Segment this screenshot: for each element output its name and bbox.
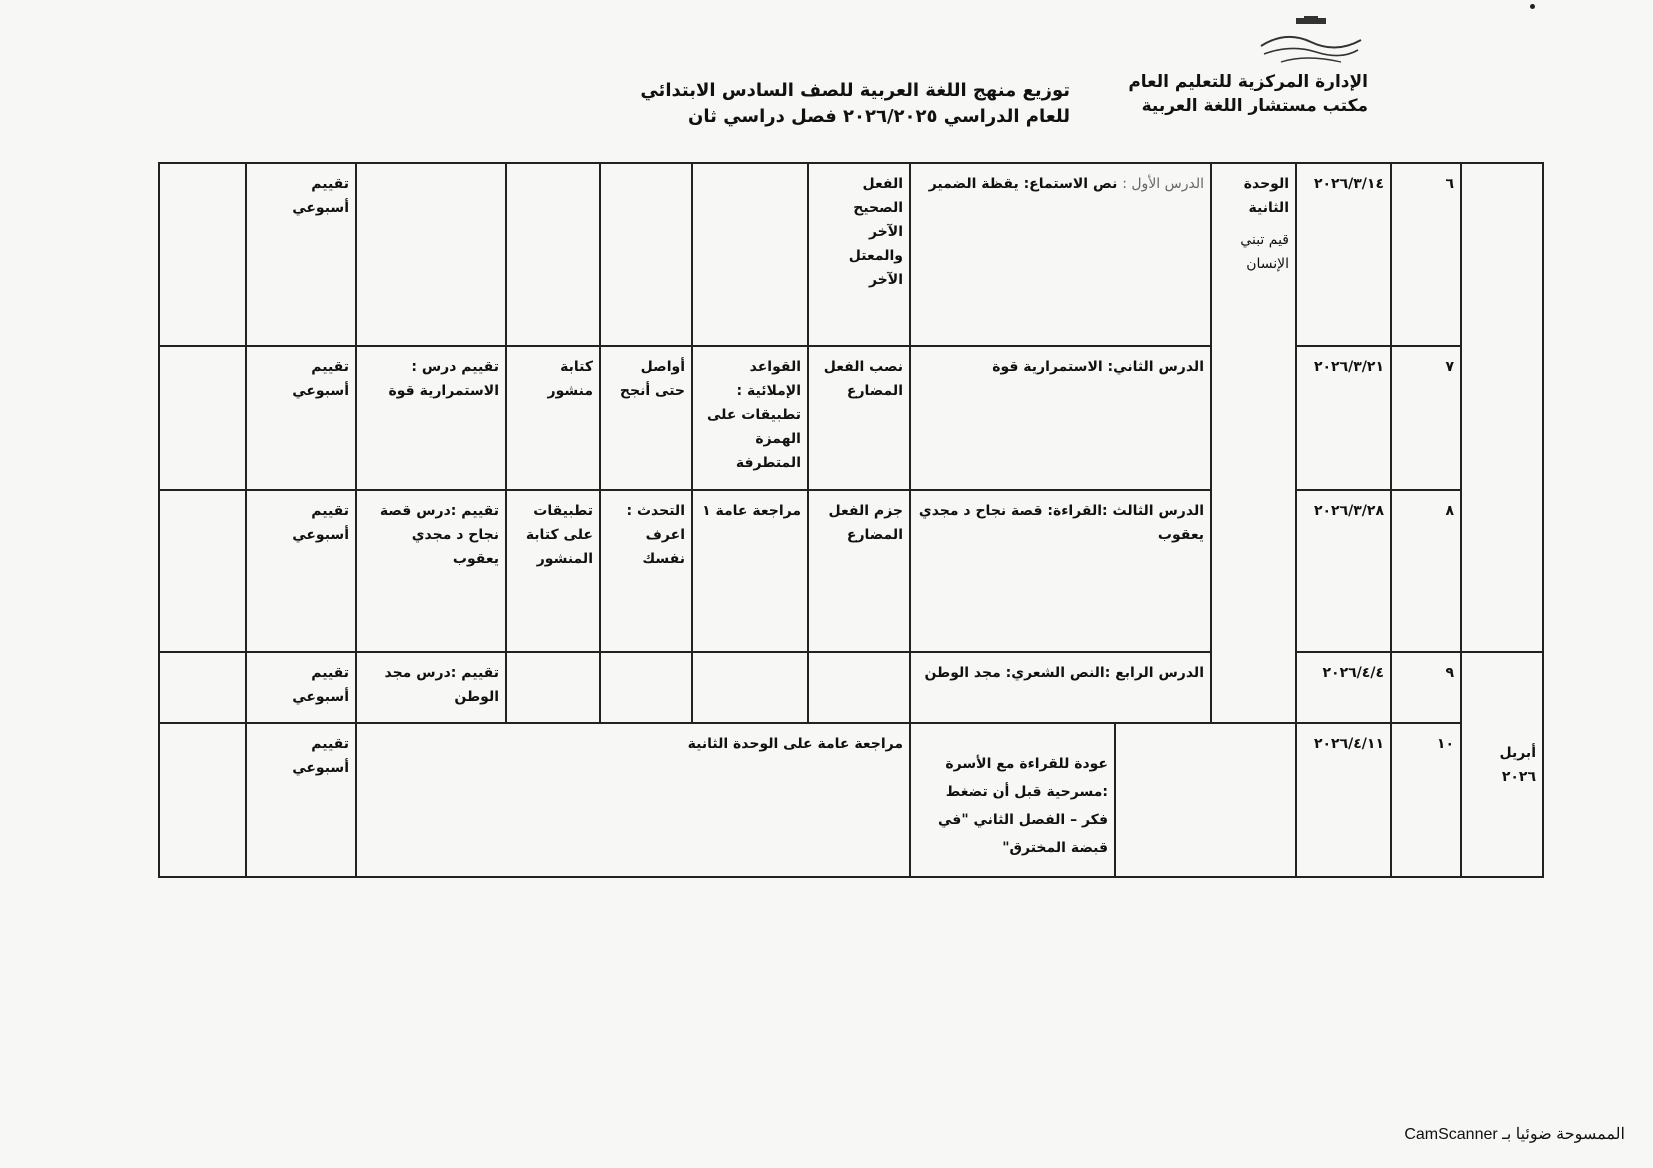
activity-cell-2	[600, 652, 692, 723]
blank-cell	[159, 723, 246, 877]
week-number: ٦	[1391, 163, 1461, 346]
activity-cell-1	[692, 652, 808, 723]
lesson-prefix: الدرس الأول :	[1122, 176, 1204, 192]
week-number: ٧	[1391, 346, 1461, 490]
unit-cell	[1211, 163, 1296, 723]
blank-cell	[159, 163, 246, 346]
unit-title: الوحدة الثانية	[1243, 176, 1289, 216]
assessment-cell: تقييم أسبوعي	[246, 163, 356, 346]
lesson-text: نص الاستماع: يقظة الضمير	[928, 176, 1118, 192]
assessment-cell: تقييم أسبوعي	[246, 346, 356, 490]
scanner-watermark: الممسوحة ضوئيا بـ CamScanner	[1404, 1126, 1625, 1143]
table-row	[159, 723, 1543, 877]
week-number: ٨	[1391, 490, 1461, 652]
table-row	[159, 652, 1543, 723]
table-row	[159, 346, 1543, 490]
week-number: ٩	[1391, 652, 1461, 723]
org-line-2: مكتب مستشار اللغة العربية	[1141, 96, 1368, 116]
review-cell: مراجعة عامة على الوحدة الثانية	[356, 723, 910, 877]
org-line-1: الإدارة المركزية للتعليم العام	[1128, 72, 1368, 92]
activity-cell-1: مراجعة عامة ١	[692, 490, 808, 652]
blank-cell	[159, 346, 246, 490]
title-line-1: توزيع منهج اللغة العربية للصف السادس الابتدائي	[640, 80, 1070, 101]
grammar-cell: جزم الفعل المضارع	[808, 490, 910, 652]
activity-cell-1: القواعد الإملائية : تطبيقات على الهمزة المتطرفة	[692, 346, 808, 490]
ministry-seal-logo	[1256, 16, 1366, 68]
lesson-cell: الدرس الثالث :القراءة: قصة نجاح د مجدي يعقوب	[910, 490, 1211, 652]
month-cell: أبريل ٢٠٢٦	[1461, 652, 1543, 877]
blank-cell	[159, 490, 246, 652]
title-line-2: للعام الدراسي ٢٠٢٦/٢٠٢٥ فصل دراسي ثان	[688, 106, 1070, 127]
activity-cell-2: التحدث : اعرف نفسك	[600, 490, 692, 652]
week-number: ١٠	[1391, 723, 1461, 877]
assessment-cell: تقييم أسبوعي	[246, 490, 356, 652]
activity-cell-2	[600, 163, 692, 346]
activity-cell-1	[692, 163, 808, 346]
month-cell	[1461, 163, 1543, 652]
lesson-cell: عودة للقراءة مع الأسرة :مسرحية قبل أن تضغط فكر – الفصل الثاني "في قبضة المخترق"	[910, 723, 1115, 877]
scan-dot	[1530, 4, 1535, 9]
week-date: ٢٠٢٦/٤/١١	[1296, 723, 1391, 877]
activity-cell-3: تطبيقات على كتابة المنشور	[506, 490, 600, 652]
activity-cell-3	[506, 163, 600, 346]
lesson-cell: الدرس الرابع :النص الشعري: مجد الوطن	[910, 652, 1211, 723]
lesson-cell: الدرس الثاني: الاستمرارية قوة	[910, 346, 1211, 490]
lesson-cell	[910, 163, 1211, 346]
week-date: ٢٠٢٦/٣/٢٨	[1296, 490, 1391, 652]
grammar-cell	[808, 652, 910, 723]
activity-cell-3: كتابة منشور	[506, 346, 600, 490]
blank-cell	[159, 652, 246, 723]
week-date: ٢٠٢٦/٣/٢١	[1296, 346, 1391, 490]
grammar-cell: الفعل الصحيح الآخر والمعتل الآخر	[808, 163, 910, 346]
grammar-cell: نصب الفعل المضارع	[808, 346, 910, 490]
unit-subtitle: قيم تبني الإنسان	[1240, 232, 1289, 272]
blank-cell	[1115, 723, 1296, 877]
organization-header	[1098, 70, 1368, 118]
activity-cell-2: أواصل حتى أنجح	[600, 346, 692, 490]
activity-cell-4	[356, 163, 506, 346]
week-date: ٢٠٢٦/٤/٤	[1296, 652, 1391, 723]
table-row	[159, 490, 1543, 652]
curriculum-schedule-table	[158, 162, 1544, 878]
table-row	[159, 163, 1543, 346]
assessment-cell: تقييم أسبوعي	[246, 652, 356, 723]
activity-cell-3	[506, 652, 600, 723]
week-date: ٢٠٢٦/٣/١٤	[1296, 163, 1391, 346]
activity-cell-4: تقييم :درس مجد الوطن	[356, 652, 506, 723]
activity-cell-4: تقييم :درس قصة نجاح د مجدي يعقوب	[356, 490, 506, 652]
assessment-cell: تقييم أسبوعي	[246, 723, 356, 877]
activity-cell-4: تقييم درس : الاستمرارية قوة	[356, 346, 506, 490]
document-title	[600, 78, 1070, 130]
